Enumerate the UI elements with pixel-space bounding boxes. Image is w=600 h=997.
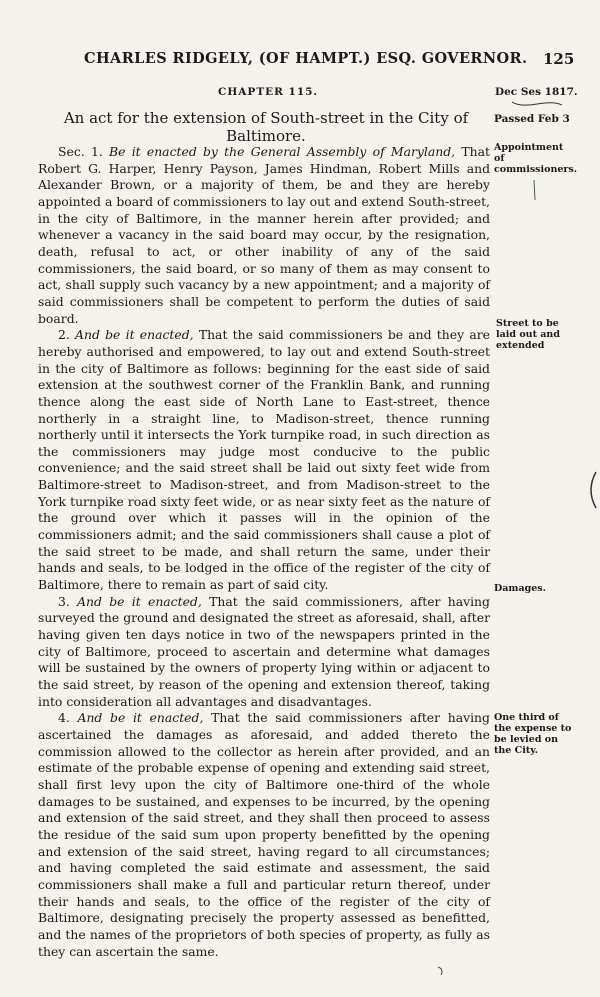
ink-speck bbox=[436, 965, 446, 977]
margin-note-street: Street to be laid out and extended bbox=[496, 318, 560, 351]
passed-date: Passed Feb 3 bbox=[494, 113, 570, 125]
page-edge-mark bbox=[584, 470, 598, 510]
page-number: 125 bbox=[543, 50, 575, 68]
section-number: Sec. 1. bbox=[58, 144, 103, 159]
enacting-clause: And be it enacted, bbox=[77, 710, 204, 726]
margin-mark bbox=[530, 180, 540, 200]
session-note: Dec Ses 1817. bbox=[495, 86, 578, 98]
margin-note-appointment: Appointment of commissioners. bbox=[494, 142, 578, 175]
section-2 bbox=[38, 327, 490, 594]
session-rule bbox=[512, 101, 562, 107]
enacting-clause: And be it enacted, bbox=[77, 593, 202, 609]
act-body bbox=[38, 144, 490, 960]
section-4 bbox=[38, 710, 490, 960]
section-text: That the said commissioners, after having surveyed the ground and designated the street as aforesaid, shall, after having given ten days notice in two of the newspapers printed in the city of Baltimore, proceed to ascertain and determine what damages will be sustained by the owners of property lying within or adjacent to the said street, by reason of the opening and extension thereof, taking into consideration all advantages and disadvantages. bbox=[38, 593, 490, 709]
section-number: 2. bbox=[58, 327, 70, 343]
act-title: An act for the extension of South-street in the City of Baltimore. bbox=[63, 109, 469, 145]
section-1 bbox=[38, 144, 490, 327]
margin-note-one-third: One third of the expense to be levied on the City. bbox=[494, 712, 572, 756]
section-number: 4. bbox=[58, 710, 70, 726]
section-text: That the said commissioners be and they are hereby authorised and empowered, to lay out and extend South-street in the city of Baltimore as follows: beginning for the east side of said extension at the southwest corner of the Franklin Bank, and running thence along the east side of North Lane to East-street, thence northerly in a straight line, to Madison-street, thence running northerly until it intersects the York turnpike road, in such direction as the commissioners may judge most conducive to the public convenience; and the said street shall be laid out sixty feet wide from Baltimore-street to Madison-street, and from Madison-street to the York turnpike road sixty feet wide, or as near sixty feet as the nature of the ground over which it passes will in the opinion of the commissioners admit; and the said commissioners shall cause a plot of the said street to be made, and shall return the same, under their hands and seals, to be lodged in the office of the register of the city of Baltimore, there to remain as part of said city. bbox=[38, 327, 490, 593]
section-number: 3. bbox=[58, 593, 70, 609]
section-3 bbox=[38, 594, 490, 711]
chapter-heading: CHAPTER 115. bbox=[218, 86, 319, 98]
enacting-clause: Be it enacted by the General Assembly of Maryland, bbox=[109, 144, 456, 159]
running-head: CHARLES RIDGELY, (OF HAMPT.) ESQ. GOVERNOR. bbox=[84, 50, 528, 67]
section-text: That the said commissioners after having ascertained the damages as aforesaid, and added thereto the commission allowed to the collector as herein after provided, and an estimate of the probable expense of opening and extending said street, shall first levy upon the city of Baltimore one-third of the whole damages to be sustained, and expenses to be incurred, by the opening and extension of the said street, and they shall then proceed to assess the residue of the said sum upon property benefitted by the opening and extension of the said street, having regard to all circumstances; and having completed the said estimate and assessment, the said commissioners shall make a full and particular return thereof, under their hands and seals, to the office of the register of the city of Baltimore, designating precisely the property assessed as benefitted, and the names of the proprietors of both species of property, as fully as they can ascertain the same. bbox=[38, 710, 490, 959]
section-text: That Robert G. Harper, Henry Payson, James Hindman, Robert Mills and Alexander Brown, or a majority of them, be and they are hereby appointed a board of commissioners to lay out and extend South-street, in the city of Baltimore, in the manner herein after provided; and whenever a vacancy in the said board may occur, by the resignation, death, refusal to act, or other inability of any of the said commissioners, the said board, or so many of them as may consent to act, shall supply such vacancy by a new appointment; and a majority of said commissioners shall be competent to perform the duties of said board. bbox=[38, 144, 490, 326]
enacting-clause: And be it enacted, bbox=[75, 327, 194, 343]
margin-note-damages: Damages. bbox=[494, 583, 546, 594]
